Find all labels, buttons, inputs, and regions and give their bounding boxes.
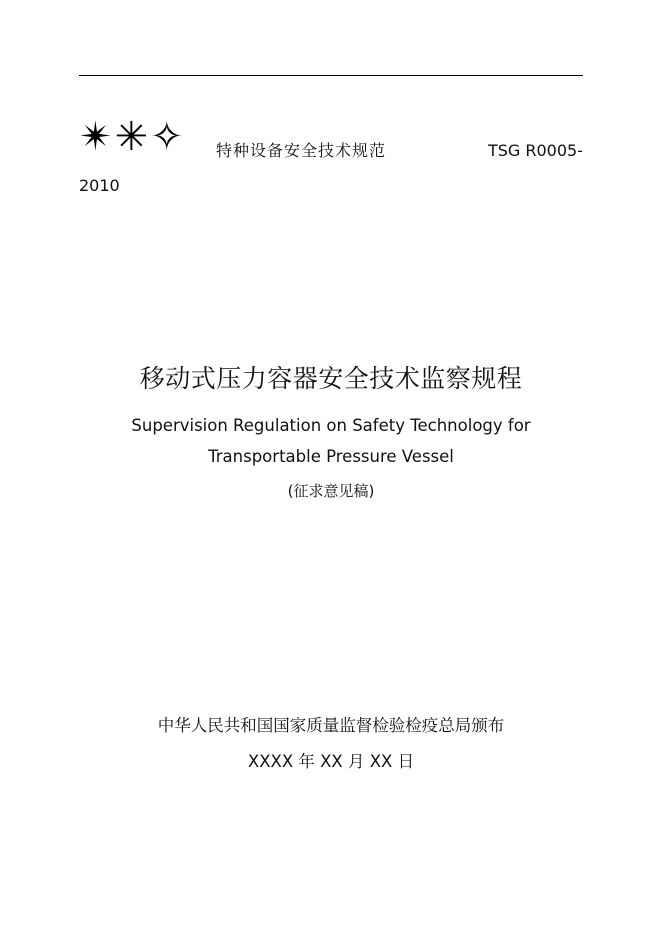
document-header bbox=[79, 115, 583, 159]
document-title-english-line1: Supervision Regulation on Safety Technology for bbox=[131, 416, 531, 435]
standard-code: TSG R0005- bbox=[487, 141, 583, 160]
star-symbols-icon: ✴✳✧ bbox=[79, 114, 186, 160]
series-name: 特种设备安全技术规范 bbox=[216, 141, 387, 160]
document-title-chinese: 移动式压力容器安全技术监察规程 bbox=[139, 364, 523, 393]
issuing-authority: 中华人民共和国国家质量监督检验检疫总局颁布 bbox=[157, 716, 505, 735]
header-rule bbox=[79, 75, 583, 76]
document-title-english-line2: Transportable Pressure Vessel bbox=[208, 447, 454, 466]
standard-year: 2010 bbox=[79, 176, 120, 195]
draft-note: (征求意见稿) bbox=[287, 482, 375, 500]
issue-date: XXXX 年 XX 月 XX 日 bbox=[247, 752, 415, 771]
